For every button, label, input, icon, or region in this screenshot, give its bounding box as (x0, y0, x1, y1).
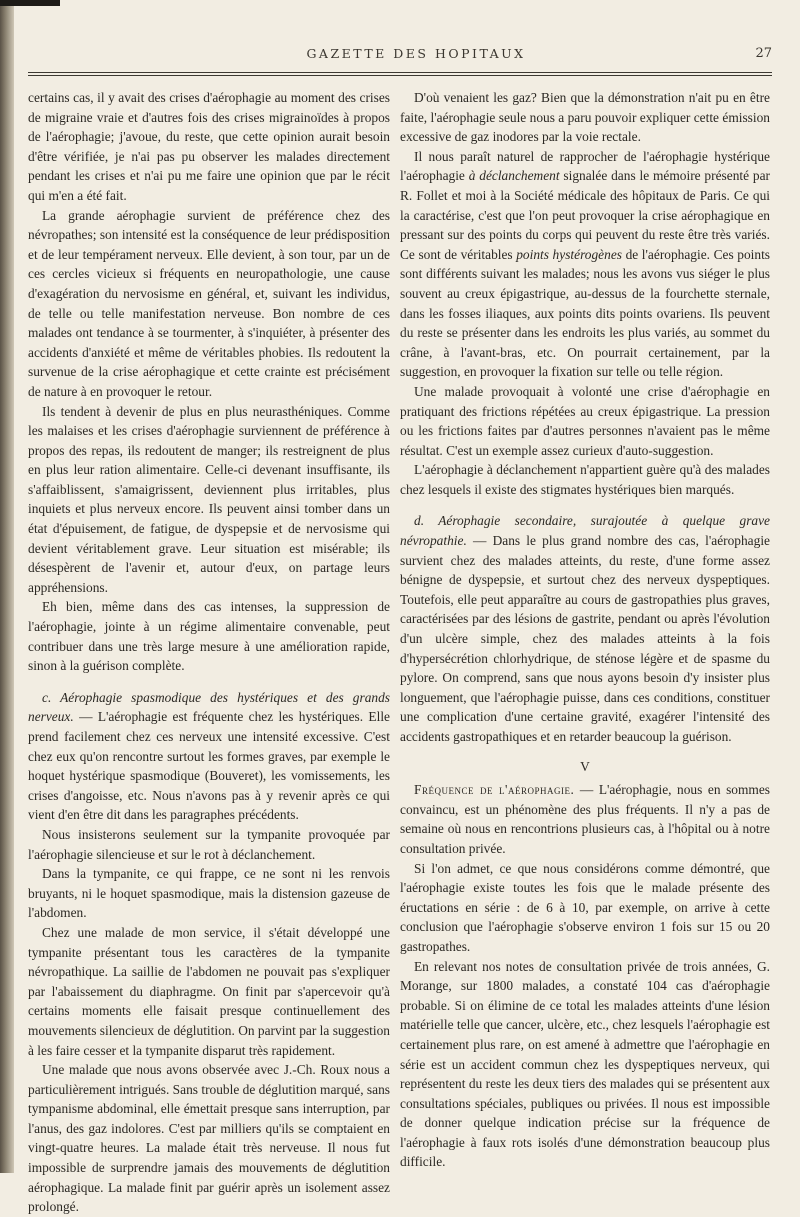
paragraph: La grande aérophagie survient de préférence chez des névropathes; son intensité est la conséquence de leur prédisposition et de leur tempérament nerveux. Elle devient, à son tour, par un de ces cercles vicieux si fréquents en neuropathologie, une cause d'exagération du nervosisme en général, et, suivant les individus, de telle ou telle manifestation nerveuse. Bon nombre de ces malades ont tendance à se tourmenter, à s'inquiéter, à présenter des accidents d'anxiété et même de véritables phobies. Ils redoutent la survenue de la crise aérophagique et cette crainte est précisément de nature à en provoquer le retour. (28, 207, 390, 399)
paragraph-text: de l'aérophagie. Ces points sont différents suivant les malades; nous les avons vus siéger le plus souvent au creux épigastrique, au-dessus de la fourchette sternale, dans les fosses iliaques, aux points dits points ovariens. Ils peuvent du reste se présenter dans les endroits les plus variés, au sommet du crâne, à l'avant-bras, etc. On pourrait certainement, par la suggestion, en provoquer la fixation sur telle ou telle région. (400, 246, 771, 380)
journal-title: GAZETTE DES HOPITAUX (306, 46, 526, 61)
section-heading: c. Aérophagie spasmodique des hystériques et des grands nerveux. (28, 689, 390, 725)
paragraph: Dans la tympanite, ce qui frappe, ce ne sont ni les renvois bruyants, ni le hoquet spasmodique, mais la distension gazeuse de l'abdomen. (28, 866, 390, 921)
paragraph-text: — L'aérophagie, nous en sommes convaincu, est un phénomène des plus fréquents. Il n'y a pas de semaine où nous en rencontrions plusieurs cas, à l'hôpital ou à notre consultation privée. (400, 782, 770, 856)
section-paragraph (28, 688, 390, 825)
section-paragraph (400, 511, 770, 746)
paragraph: Si l'on admet, ce que nous considérons comme démontré, que l'aérophagie existe toutes les fois que le malade présente des éructations en série : de 6 à 10, par exemple, on arrive à cette conclusion que l'aérophagie s'observe environ 1 fois sur 15 ou 20 gastropathes. (400, 860, 770, 954)
section-number: V (580, 758, 590, 774)
header-rule-thick (28, 72, 772, 73)
right-column (400, 88, 770, 1172)
paragraph: L'aérophagie à déclanchement n'appartient guère qu'à des malades chez lesquels il existe des stigmates hystériques bien marqués. (400, 462, 770, 497)
paragraph: Une malade provoquait à volonté une crise d'aérophagie en pratiquant des frictions répétées au creux épigastrique. La pression ou les frictions faites par d'autres personnes n'avaient pas le même résultat. C'est un exemple assez curieux d'auto-suggestion. (400, 383, 770, 458)
left-column (28, 88, 390, 1217)
section-paragraph (400, 780, 770, 858)
paragraph-text: — L'aérophagie est fréquente chez les hystériques. Elle prend facilement chez ces nerveux une intensité excessive. C'est chez eux qu'on rencontre surtout les formes graves, par exemple le hoquet hystérique spasmodique (Bouveret), les vomissements, les crises d'angoisse, etc. Nous n'avons pas à y revenir après ce qui vient d'en être dit dans les paragraphes précédents. (28, 709, 390, 823)
page-number: 27 (755, 46, 772, 61)
section-heading: d. Aérophagie secondaire, surajoutée à quelque grave névropathie. (400, 513, 770, 549)
page-binding-shadow (0, 0, 14, 1173)
section-heading: Fréquence de l'aérophagie. (414, 782, 575, 798)
page-header (60, 46, 772, 66)
paragraph-text: — Dans le plus grand nombre des cas, l'aérophagie survient chez des malades atteints, du reste, d'une forme assez bénigne de dyspepsie, et surtout chez des nerveux dyspeptiques. Toutefois, elle peut apparaître au cours de gastropathies plus graves, caractérisées par des lésions de gastrite, pendant ou après l'évolution d'un ulcère simple, chez des malades atteints à la fois d'hypersécrétion chlorhydrique, de sténose légère et de spasme du pylore. On comprend, sans que nous ayons besoin d'y insister plus longuement, que l'aérophagie puisse, dans ces conditions, constituer une complication d'une certaine gravité, exagérer l'intensité des accidents gastropathiques et en retarder beaucoup la guérison. (400, 533, 770, 744)
paragraph-text: signalée dans le mémoire présenté par R. Follet et moi à la Société médicale des hôpitaux de Paris. Ce qui la caractérise, c'est que l'on peut provoquer la crise aérophagique en pressant sur des points du corps qui peuvent du reste être très variés. Ce sont de véritables (400, 168, 770, 262)
paragraph: D'où venaient les gaz? Bien que la démonstration n'ait pu en être faite, l'aérophagie seule nous a paru pouvoir expliquer cette émission excessive de gaz inodores par la voie rectale. (400, 90, 770, 145)
page-corner-mark (0, 0, 60, 6)
paragraph: Chez une malade de mon service, il s'était développé une tympanite présentant tous les caractères de la tympanite névropathique. La saillie de l'abdomen ne pouvait pas s'expliquer par l'abaissement du diaphragme. On finit par s'apercevoir qu'à certains moments elle faisait presque continuellement des mouvements silencieux de déglutition. On parvint par la suggestion à les faire cesser et la tympanite disparut très rapidement. (28, 924, 390, 1058)
header-rule-thin (28, 75, 772, 76)
emphasis-text: à déclanchement (468, 168, 560, 184)
paragraph: certains cas, il y avait des crises d'aérophagie au moment des crises de migraine vraie et d'autres fois des crises migrainoïdes à propos de l'aérophagie; j'avoue, du reste, que cette opinion aurait besoin d'être vérifiée, je n'ai pas pu observer les malades directement pendant les crises et n'ai pu me faire une opinion que par le récit qui m'en a été fait. (28, 90, 390, 203)
paragraph: Une malade que nous avons observée avec J.-Ch. Roux nous a particulièrement intrigués. Sans trouble de déglutition marqué, sans tympanisme abdominal, elle émettait presque sans interruption, par l'anus, des gaz indolores. C'est par milliers qu'ils se comptaient en vingt-quatre heures. La malade était très nerveuse. Il nous fut impossible de surprendre jamais des mouvements de déglutition aérophagique. La malade finit par guérir après un isolement assez prolongé. (28, 1062, 390, 1215)
paragraph-text: Il nous paraît naturel de rapprocher de l'aérophagie hystérique l'aérophagie (400, 148, 770, 184)
emphasis-text: points hystérogènes (516, 246, 622, 262)
paragraph: En relevant nos notes de consultation privée de trois années, G. Morange, sur 1800 malades, a constaté 104 cas d'aérophagie probable. Si on élimine de ce total les malades atteints d'une lésion matérielle telle que cancer, ulcère, etc., chez lesquels l'aérophagie est certainement plus rare, on est amené à admettre que l'aérophagie en série est un accident commun chez les dyspeptiques nerveux, qui représentent du reste les deux tiers des malades qui se présentent aux consultations spéciales, publiques ou privées. Il nous est impossible de donner quelque indication précise sur la fréquence de l'aérophagie à faux rots isolés d'une démonstration beaucoup plus difficile. (400, 958, 770, 1170)
paragraph (400, 147, 770, 382)
paragraph: Ils tendent à devenir de plus en plus neurasthéniques. Comme les malaises et les crises d'aérophagie surviennent de préférence à propos des repas, ils redoutent de manger; ils restreignent de plus en plus leur ration alimentaire. Celle-ci devenant insuffisante, ils s'affaiblissent, s'amaigrissent, deviennent plus irritables, plus inquiets et plus nerveux encore. Ils peuvent ainsi tomber dans un état d'épuisement, de fatigue, de dyspepsie et de nervosisme qui devient véritablement grave. Leur situation est misérable; ils désespèrent de l'avenir et, autour d'eux, on partage leurs appréhensions. (28, 403, 390, 595)
paragraph: Nous insisterons seulement sur la tympanite provoquée par l'aérophagie silencieuse et sur le rot à déclanchement. (28, 826, 390, 862)
paragraph: Eh bien, même dans des cas intenses, la suppression de l'aérophagie, jointe à un régime alimentaire convenable, peut contribuer dans une très large mesure à une amélioration rapide, sinon à la guérison complète. (28, 599, 390, 674)
